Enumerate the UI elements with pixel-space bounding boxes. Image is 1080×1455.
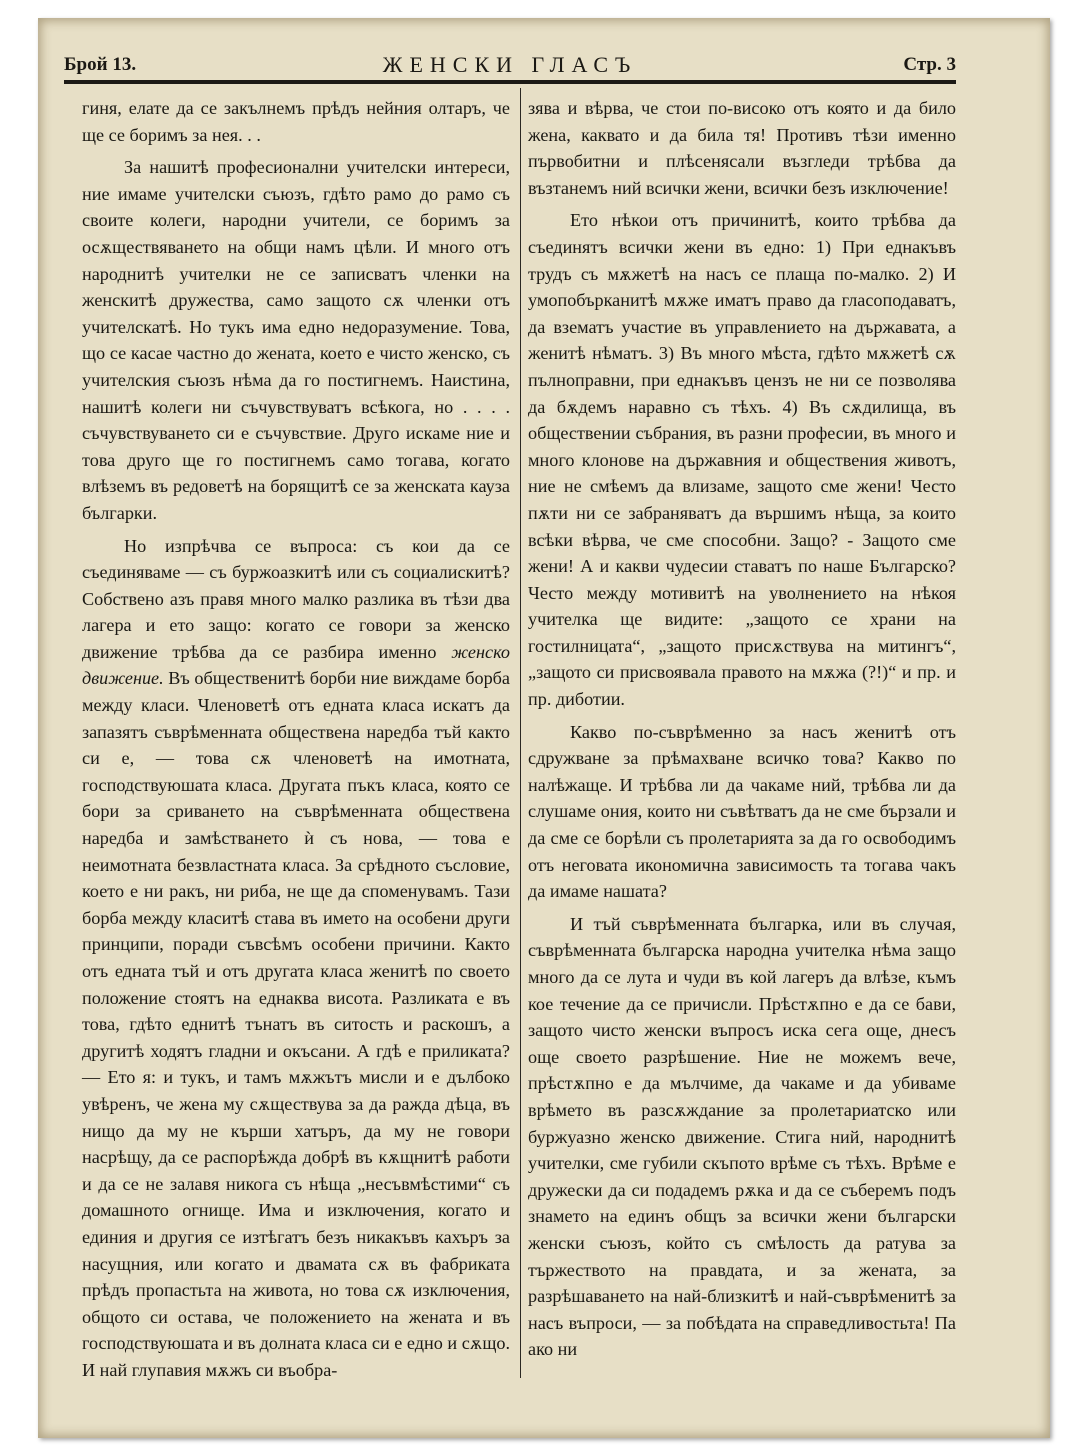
paragraph	[82, 533, 510, 1384]
paragraph: Ето нѣкои отъ причинитѣ, които трѣбва да съединятъ всички жени въ едно: 1) При еднакъвъ трудъ съ мѫжетѣ на насъ се плаща по-малко. 2) И умопобърканитѣ мѫже иматъ право да гласоподаватъ, да взематъ участие въ управлението на държавата, а женитѣ нѣматъ. 3) Въ много мѣста, гдѣто мѫжетѣ сѫ пълноправни, при еднакъвъ цензъ не ни се позволява да бѫдемъ наравно съ тѣхъ. 4) Въ сѫдилища, въ обществении събрания, въ разни професии, въ много и много клонове на държавния и обществения животъ, ние не смѣемъ да влизаме, защото сме жени! Често пѫти ни се забраняватъ да вършимъ нѣща, за които всѣки вѣрва, че сме способни. Защо? - Защото сме жени! А и какви чудесии ставатъ по наше Българско? Често между мотивитѣ на уволнението на нѣкоя учителка ще видите: „защото се храни на гостилницата“, „защото присѫствува на митингъ“, „защото си присвоявала правото на мѫжа (?!)“ и пр. и пр. диботии.	[528, 210, 956, 710]
paragraph: За нашитѣ професионални учителски интереси, ние имаме учителски съюзъ, гдѣто рамо до рамо съ своите колеги, народни учители, се боримъ за осѫществяването на общи намъ цѣли. И много отъ народнитѣ учителки не се записватъ членки на женскитѣ дружества, само защото сѫ членки отъ учителскатѣ. Но тукъ има едно недоразумение. Това, що се касае частно до жената, което е чисто женско, съ учителския съюзъ нѣма да го постигнемъ. Наистина, нашитѣ колеги ни съчувствуватъ всѣкога, но . . . . съчувствуването си е съчувствие. Друго искаме ние и това друго ще го постигнемъ само тогава, когато влѣземъ въ редоветѣ на борящитѣ се за женската кауза българки.	[82, 157, 510, 523]
page-number: Стр. 3	[903, 54, 956, 75]
paragraph-text: Но изпрѣчва се въпроса: съ кои да се съединяваме — съ буржоазкитѣ или съ социалискитѣ? Собствено азъ правя много малко разлика въ тѣзи два лагера и ето защо: когато се говори за женско движение трѣбва да се разбира именно	[82, 535, 510, 662]
header-rule	[64, 80, 956, 84]
paragraph-text: Въ общественитѣ борби ние виждаме борба между класи. Членоветѣ отъ едната класа искатъ да запазятъ съврѣменната обществена наредба тъй както си е, — това сѫ членоветѣ на имотната, господствуюшата класа. Другата пъкъ класа, която се бори за сриването на съврѣменната обществена наредба и замѣстването ѝ съ нова, — това е неимотната безвластната класа. За срѣдното съсловие, което е ни ракъ, ни риба, не ще да споменувамъ. Тази борба между класитѣ става въ името на особени други принципи, поради съвсѣмъ особени причини. Както отъ едната тъй и отъ другата класа женитѣ по своето положение стоятъ на еднаква висота. Разликата е въ това, гдѣто еднитѣ тънатъ въ ситость и раскошъ, а другитѣ ходятъ гладни и окъсани. А гдѣ е приликата? — Ето я: и тукъ, и тамъ мѫжътъ мисли и е дълбоко увѣренъ, че жена му сѫществува за да ражда дѣца, въ нищо да му не кърши хатъръ, да му не говори насрѣщу, да се распорѣжда добрѣ въ кѫщнитѣ работи и да се не залавя никога съ нѣща „несъвмѣстими“ съ домашното огнище. Има и изключения, когато и единия и другия се изтѣгатъ безъ никакъвъ кахъръ за насущния, или когато и двамата сѫ въ фабриката прѣдъ пропастьта на живота, но това сѫ изключения, общото си остава, че положението на жената и въ господствуюшата и въ долната класа си е едно и сѫщо. И най глупавия мѫжъ си въобра-	[82, 668, 510, 1380]
right-column	[528, 95, 956, 1369]
left-column	[82, 95, 510, 1390]
page-header	[64, 46, 956, 80]
newspaper-title: ЖЕНСКИ ГЛАСЪ	[382, 52, 638, 77]
emphasis-text: женско движение.	[82, 641, 510, 689]
issue-number: Брой 13.	[64, 54, 137, 75]
paragraph: гиня, елате да се закълнемъ прѣдъ нейния олтаръ, че ще се боримъ за нея. . .	[82, 98, 510, 145]
column-divider	[520, 88, 521, 1378]
paragraph: Какво по-съврѣменно за насъ женитѣ отъ сдружване за прѣмахване всичко това? Какво по налѣжаще. И трѣбва ли да чакаме ний, трѣбва ли да слушаме ония, които ни съвѣтватъ да не сме бързали и да сме се борѣли съ пролетарията за да го освободимъ отъ неговата икономична зависимость та тогава чакъ да имаме нашата?	[528, 721, 956, 902]
paragraph: И тъй съврѣменната българка, или въ случая, съврѣменната българска народна учителка нѣма защо много да се лута и чуди въ кой лагеръ да влѣзе, къмъ кое течение да се причисли. Прѣстѫпно е да се бави, защото чисто женски въпросъ иска сега още, днесъ още своето разрѣшение. Ние не можемъ вече, прѣстѫпно е да мълчиме, да чакаме и да убиваме врѣмето въ разсѫждание за пролетариатско или буржуазно женско движение. Стига ний, народнитѣ учителки, сме губили скъпото врѣме съ тѣхъ. Врѣме е дружески да си подадемъ рѫка и да се съберемъ подъ знамето на единъ общъ за всички жени български женски съюзъ, който съ смѣлость да ратува за тържеството на правдата, и за жената, за разрѣшаването на най-близкитѣ и най-съврѣменитѣ за насъ въпроси, — за побѣдата на справедливостьта! Па ако ни	[528, 913, 956, 1360]
paragraph: зява и вѣрва, че стои по-високо отъ която и да било жена, каквато и да била тя! Противъ тѣзи именно първобитни и плѣсенясали възгледи трѣбва да възтанемъ ний всички жени, всички безъ изключение!	[528, 98, 956, 198]
